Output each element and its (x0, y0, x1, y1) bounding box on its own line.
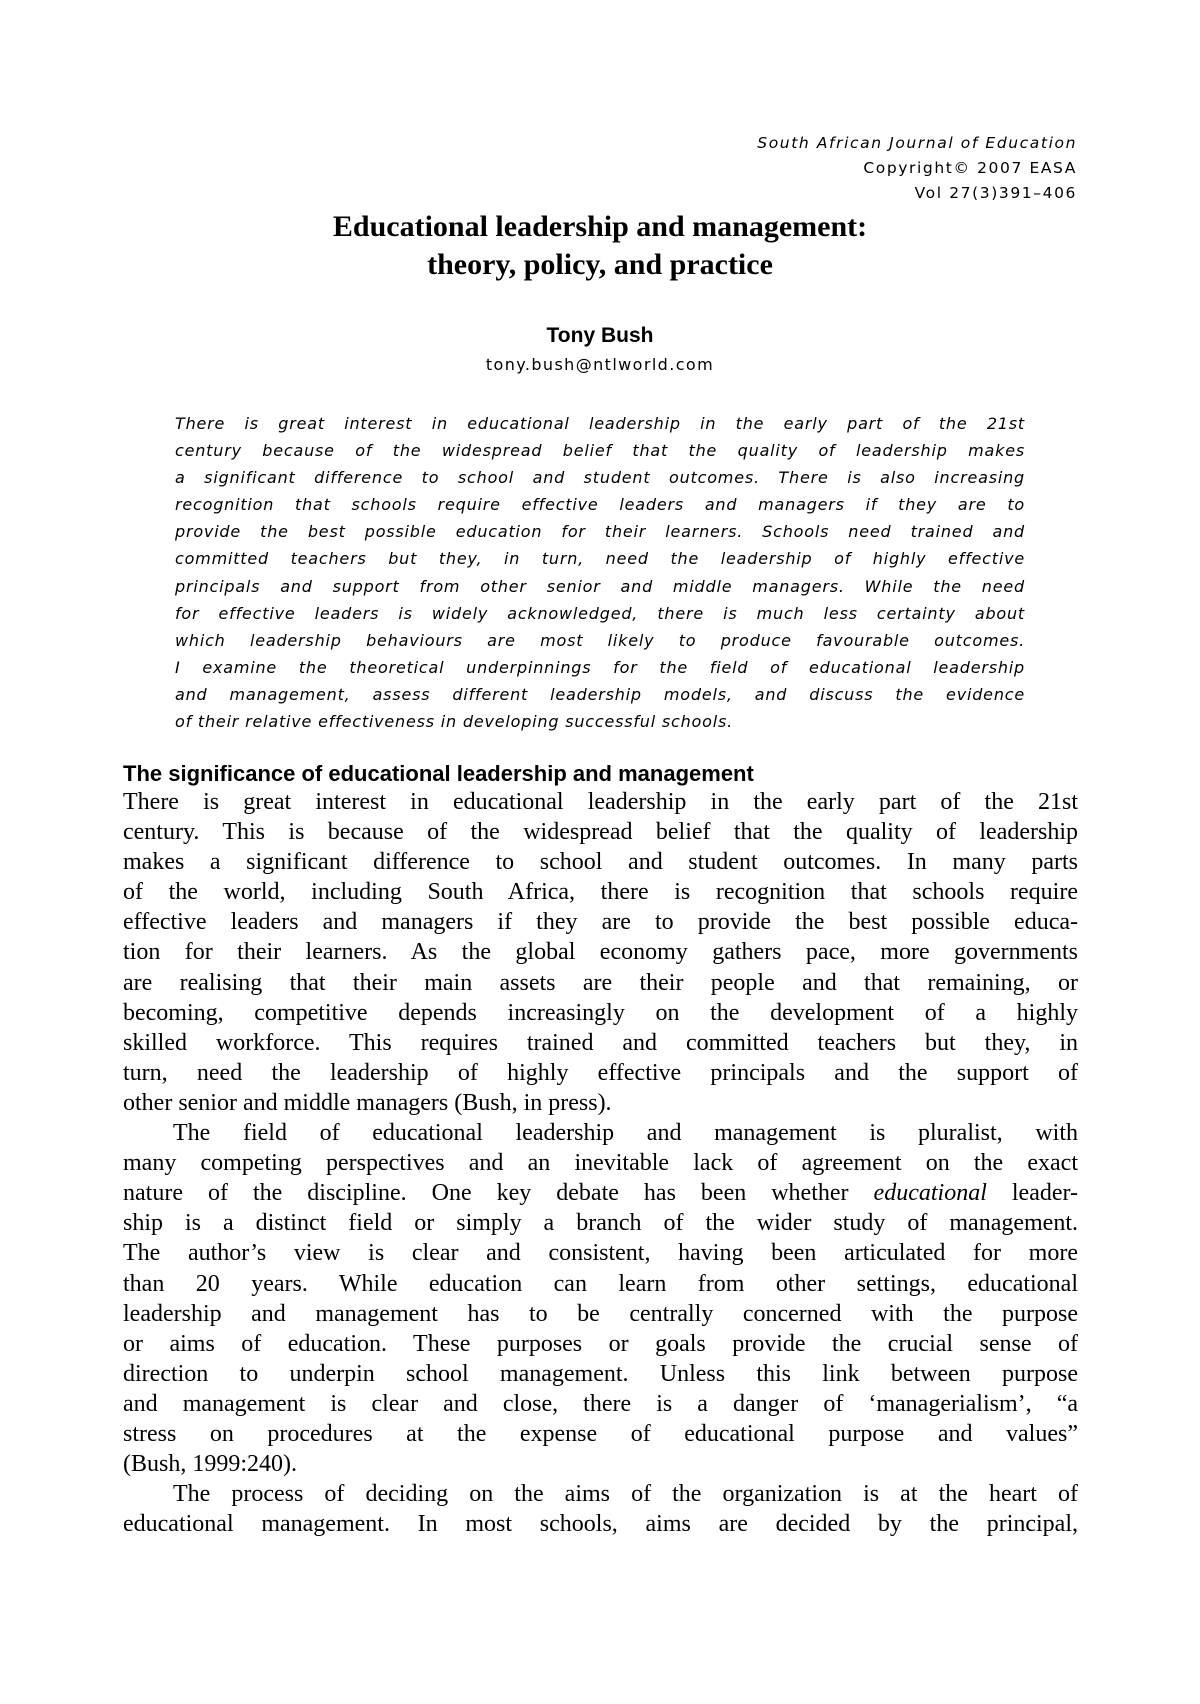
abstract-line: a significant difference to school and student outcomes. There is also increasing (175, 468, 1025, 488)
body-line: becoming, competitive depends increasingly on the development of a highly (123, 999, 1078, 1026)
abstract (175, 410, 1025, 735)
body-line: stress on procedures at the expense of educational purpose and values” (123, 1420, 1078, 1447)
copyright-line: Copyright© 2007 EASA (863, 159, 1077, 177)
body-line: There is great interest in educational leadership in the early part of the 21st (123, 789, 1078, 815)
body-line: or aims of education. These purposes or goals provide the crucial sense of (123, 1330, 1078, 1357)
body-line: ship is a distinct field or simply a branch of the wider study of management. (123, 1210, 1078, 1237)
body-line: The field of educational leadership and management is pluralist, with (173, 1120, 1078, 1147)
abstract-line: century because of the widespread belief that the quality of leadership makes (175, 441, 1025, 461)
body-line: direction to underpin school management. Unless this link between purpose (123, 1360, 1078, 1387)
body-line: skilled workforce. This requires trained and committed teachers but they, in (123, 1029, 1078, 1056)
abstract-line: I examine the theoretical underpinnings for the field of educational leadership (175, 657, 1025, 677)
body-line: The author’s view is clear and consistent, having been articulated for more (123, 1240, 1078, 1267)
body-line: century. This is because of the widespread belief that the quality of leadership (123, 819, 1078, 846)
body-line: and management is clear and close, there is a danger of ‘managerialism’, “a (123, 1390, 1078, 1417)
emphasis-educational: educational (873, 1180, 987, 1207)
body-text: nature of the discipline. One key debate has been whether (123, 1180, 849, 1207)
journal-header (757, 131, 1077, 206)
abstract-line: There is great interest in educational leadership in the early part of the 21st (175, 414, 1025, 433)
title-line-2: theory, policy, and practice (427, 248, 773, 281)
abstract-line: recognition that schools require effective leaders and managers if they are to (175, 495, 1025, 515)
body-line: makes a significant difference to school and student outcomes. In many parts (123, 849, 1078, 876)
author-email: tony.bush@ntlworld.com (485, 355, 715, 374)
abstract-line: which leadership behaviours are most likely to produce favourable outcomes. (175, 630, 1025, 650)
body-line: than 20 years. While education can learn from other settings, educational (123, 1270, 1078, 1297)
abstract-line: provide the best possible education for their learners. Schools need trained and (175, 522, 1025, 542)
title-line-1: Educational leadership and management: (332, 210, 868, 243)
body-line: leadership and management has to be centrally concerned with the purpose (123, 1300, 1078, 1327)
body-line: turn, need the leadership of highly effective principals and the support of (123, 1059, 1078, 1086)
body-line: other senior and middle managers (Bush, in press). (123, 1089, 612, 1116)
section-heading: The significance of educational leadership and management (123, 761, 754, 786)
body-text: leader- (1011, 1180, 1079, 1207)
abstract-line: principals and support from other senior and middle managers. While the need (175, 576, 1025, 596)
body-line: effective leaders and managers if they are to provide the best possible educa- (123, 909, 1078, 936)
body-line: many competing perspectives and an inevitable lack of agreement on the exact (123, 1150, 1078, 1177)
body-line: educational management. In most schools, aims are decided by the principal, (123, 1511, 1078, 1538)
section-body (123, 787, 1078, 1539)
body-line: The process of deciding on the aims of the organization is at the heart of (173, 1481, 1078, 1508)
abstract-line: for effective leaders is widely acknowledged, there is much less certainty about (175, 603, 1025, 623)
body-line: (Bush, 1999:240). (123, 1451, 297, 1478)
volume-line: Vol 27(3)391–406 (914, 184, 1077, 202)
body-line: tion for their learners. As the global economy gathers pace, more governments (123, 939, 1078, 966)
body-line (123, 1178, 1078, 1208)
abstract-line: and management, assess different leadership models, and discuss the evidence (175, 684, 1025, 704)
author-name: Tony Bush (546, 324, 654, 347)
abstract-line: of their relative effectiveness in developing successful schools. (175, 712, 733, 732)
body-line: are realising that their main assets are their people and that remaining, or (123, 969, 1078, 996)
body-line: of the world, including South Africa, there is recognition that schools require (123, 879, 1078, 906)
abstract-line: committed teachers but they, in turn, need the leadership of highly effective (175, 549, 1025, 569)
paper-title (0, 208, 1200, 284)
journal-name: South African Journal of Education (757, 134, 1077, 152)
